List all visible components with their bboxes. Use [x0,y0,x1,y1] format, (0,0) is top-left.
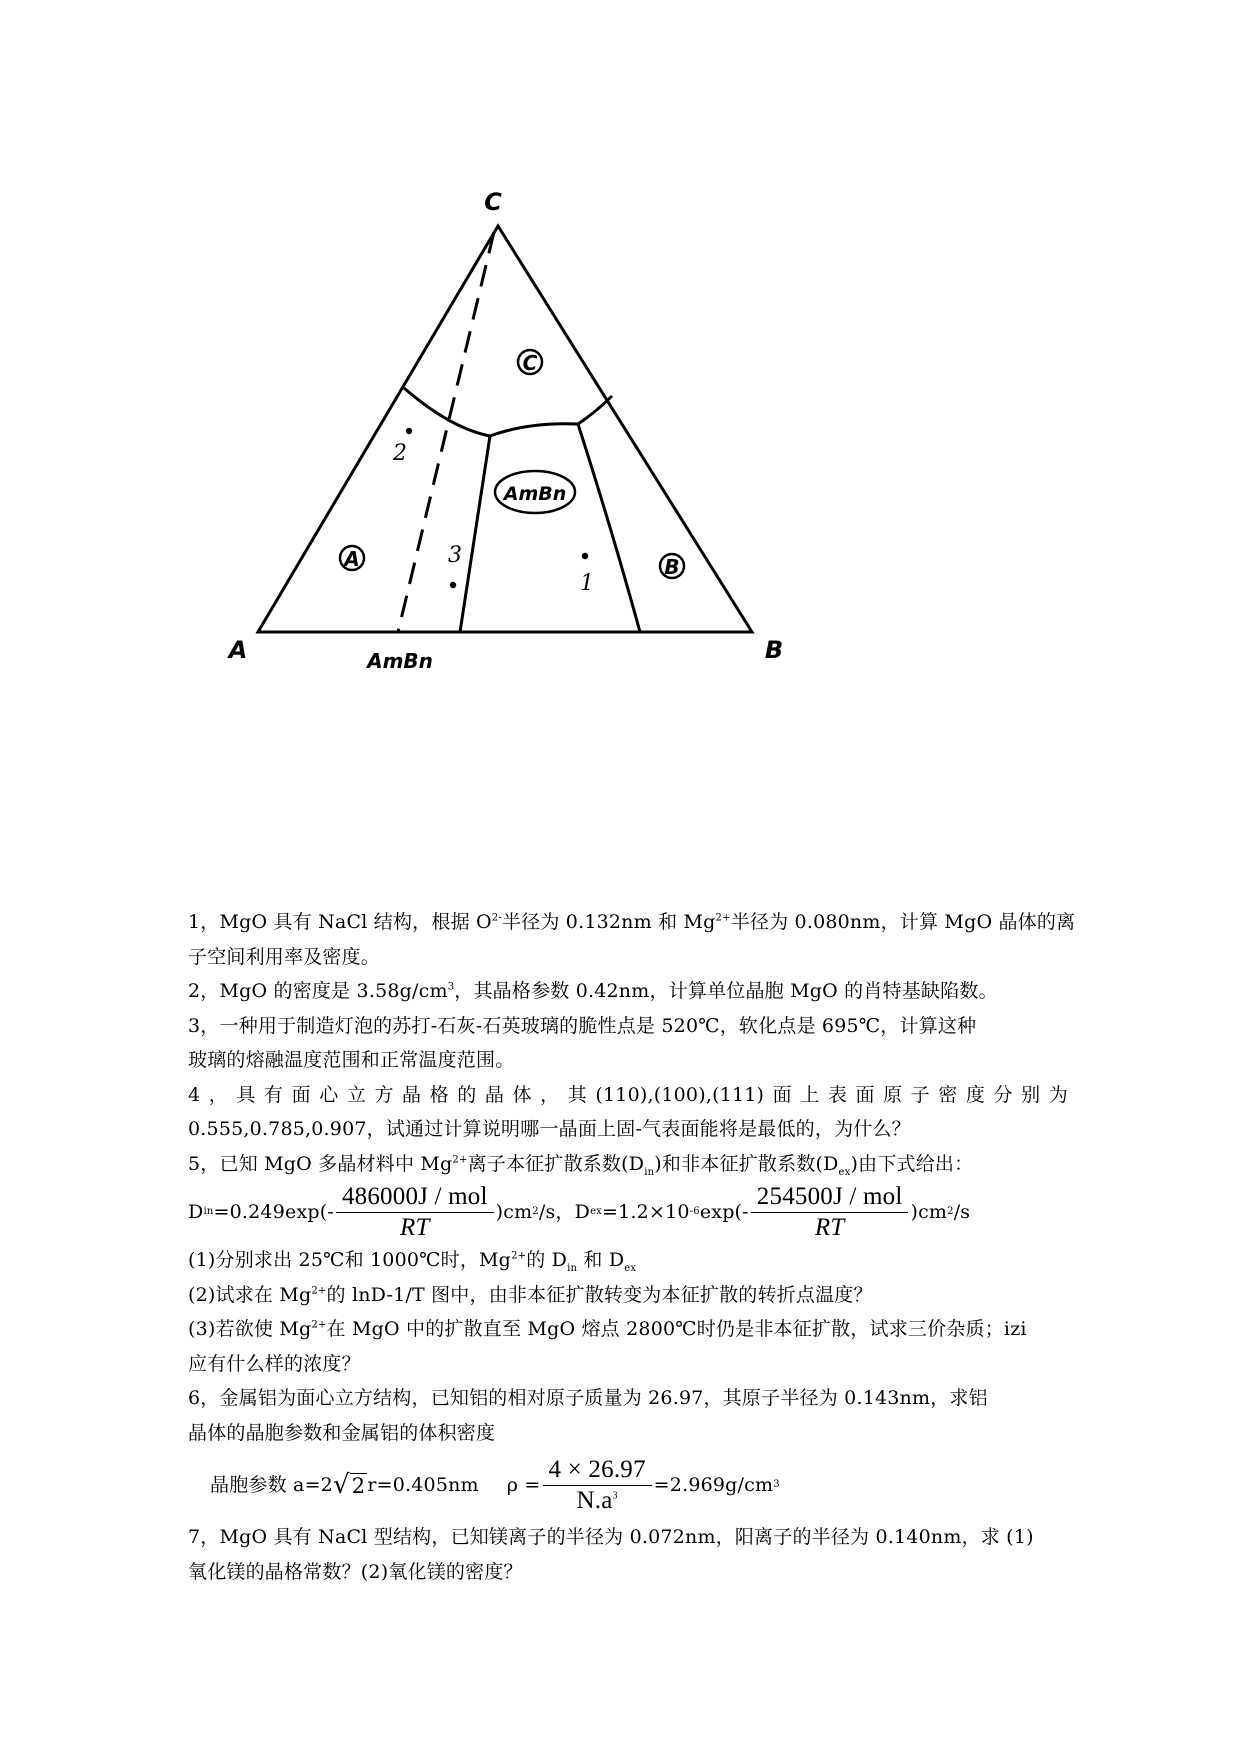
problem-3-line-1: 3，一种用于制造灯泡的苏打-石灰-石英玻璃的脆性点是 520℃，软化点是 695℃，计算这种 [188,1014,977,1037]
problem-4-line-1: 4，具有面心立方晶格的晶体，其(110),(100),(111)面上表面原子密度分别为 [188,1083,1068,1106]
problem-list [188,905,1076,1589]
svg-text:AmBn: AmBn [503,483,567,505]
diffusion-formula: D in =0.249exp(- $\frac{\text{486000J / mol}}{RT}$ )cm 2 /s， D ex =1.2×10 -6 exp(- $\frac{\text{254500J / mol}}{RT}$ )cm 2 /s [188,1182,971,1241]
point-3 [448,543,462,588]
problem-1-line-2: 子空间利用率及密度。 [188,945,381,968]
svg-text:C: C [522,351,538,375]
boundary-left-to-ternary-point [404,388,490,436]
problem-6-line-2: 晶体的晶胞参数和金属铝的体积密度 [188,1421,496,1444]
ternary-phase-diagram [0,0,1241,720]
fraction-intrinsic: $\frac{\text{486000J / mol}}{RT}$ [336,1182,494,1243]
fraction-density: $\frac{4 \times 26.97}{N.a^3}$ [543,1455,652,1516]
problem-3-line-2: 玻璃的熔融温度范围和正常温度范围。 [188,1049,515,1071]
region-c [518,350,542,375]
region-a [340,546,364,571]
svg-text:A: A [344,547,360,571]
boundary-top-compound [490,424,578,436]
problem-7-line-2: 氧化镁的晶格常数？(2)氧化镁的密度？ [188,1560,523,1583]
vertex-label-a: A [228,636,248,664]
problem-5-part-3: (3)若欲使 $Mg^{2+}$在 MgO 中的扩散直至 MgO 熔点 2800℃时仍是非本征扩散，试求三价杂质；izi [188,1318,1027,1340]
region-compound [495,471,575,513]
point-1 [580,553,594,596]
problem-2: 2，MgO 的密度是 $3.58g/cm^3$，其晶格参数 0.42nm，计算单位晶胞 MgO 的肖特基缺陷数。 [188,980,998,1002]
problem-5-intro: 5，已知 MgO 多晶材料中 $Mg^{2+}$离子本征扩散系数$(D_{in})$和非本征扩散系数$(D_{ex})$由下式给出： [188,1152,974,1178]
compound-axis-label: AmBn [367,649,433,673]
point-2 [392,428,412,466]
svg-text:2: 2 [393,441,407,466]
problem-5-part-1: (1)分别求出 25℃和 1000℃时，$Mg^{2+}$的 $D_{in}$ 和 $D_{ex}$ [188,1249,637,1274]
problem-7-line-1: 7，MgO 具有 NaCl 型结构，已知镁离子的半径为 0.072nm，阳离子的半径为 0.140nm，求 (1) [188,1526,1034,1548]
vertex-label-c: C [484,188,502,216]
boundary-right-to-ternary-point [578,396,612,424]
svg-text:B: B [664,555,680,579]
problem-6-line-1: 6，金属铝为面心立方结构，已知铝的相对原子质量为 26.97，其原子半径为 0.143nm，求铝 [188,1387,988,1409]
problem-1-line-1: 1，MgO 具有 NaCl 结构，根据 $O^{2-}$半径为 0.132nm 和 $Mg^{2+}$半径为 0.080nm，计算 MgO 晶体的离 [188,911,1076,933]
problem-4-line-2: 0.555,0.785,0.907，试通过计算说明哪一晶面上固-气表面能将是最低的，为什么？ [188,1118,911,1140]
problem-5-part-2: (2)试求在 $Mg^{2+}$的 lnD-1/T 图中，由非本征扩散转变为本征扩散的转折点温度？ [188,1283,873,1306]
svg-text:1: 1 [580,571,594,596]
fraction-extrinsic: $\frac{\text{254500J / mol}}{RT}$ [751,1182,909,1243]
region-b [660,554,684,579]
aluminum-answer-formula: 晶胞参数 a=2 √ 2 r=0.405nm ρ = $\frac{4 \times 26.97}{N.a^3}$ =2.969g/cm 3 [210,1455,780,1514]
vertex-label-b: B [764,636,784,664]
sqrt-symbol: √ 2 [332,1469,366,1500]
svg-text:3: 3 [448,543,462,568]
boundary-compound-left [460,436,490,632]
boundary-compound-right [578,424,640,632]
problem-5-part-3-line-2: 应有什么样的浓度？ [188,1352,361,1375]
